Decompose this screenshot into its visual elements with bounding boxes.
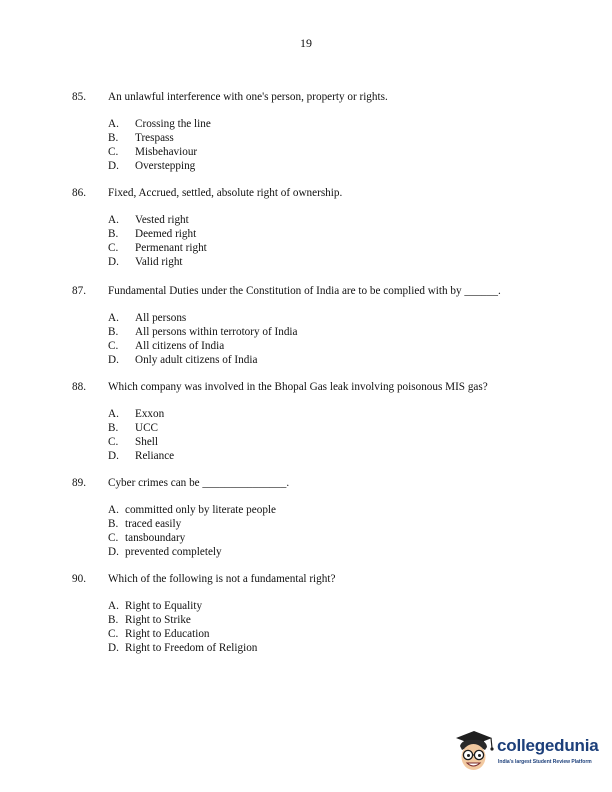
collegedunia-logo bbox=[452, 726, 602, 776]
option-d: D. Only adult citizens of India bbox=[108, 354, 258, 366]
question-number: 85. bbox=[72, 91, 86, 103]
options-list bbox=[0, 213, 612, 269]
option-a: A. Crossing the line bbox=[108, 118, 211, 130]
options-list bbox=[0, 407, 612, 463]
question-text: An unlawful interference with one's person, property or rights. bbox=[108, 91, 388, 103]
option-c: C. Right to Education bbox=[108, 628, 210, 640]
options-list bbox=[0, 503, 612, 559]
question-number: 90. bbox=[72, 573, 86, 585]
options-list bbox=[0, 117, 612, 173]
option-d: D. prevented completely bbox=[108, 546, 222, 558]
option-a: A. Vested right bbox=[108, 214, 189, 226]
option-c: C. Shell bbox=[108, 436, 158, 448]
options-list bbox=[0, 311, 612, 367]
option-a: A. All persons bbox=[108, 312, 187, 324]
question-text: Cyber crimes can be _______________. bbox=[108, 477, 290, 489]
option-d: D. Reliance bbox=[108, 450, 175, 462]
logo-name: collegedunia bbox=[497, 736, 599, 755]
option-a: A. Right to Equality bbox=[108, 600, 203, 612]
option-c: C. All citizens of India bbox=[108, 340, 225, 352]
question-86 bbox=[0, 186, 612, 269]
question-text: Which company was involved in the Bhopal Gas leak involving poisonous MIS gas? bbox=[108, 381, 488, 393]
option-a: A. committed only by literate people bbox=[108, 504, 276, 516]
option-b: B. traced easily bbox=[108, 518, 182, 530]
question-number: 89. bbox=[72, 477, 86, 489]
question-85 bbox=[0, 90, 612, 173]
question-89 bbox=[0, 476, 612, 559]
option-b: B. Right to Strike bbox=[108, 614, 191, 626]
question-88 bbox=[0, 380, 612, 463]
option-b: B. Deemed right bbox=[108, 228, 197, 240]
option-d: D. Right to Freedom of Religion bbox=[108, 642, 258, 654]
question-number: 88. bbox=[72, 381, 86, 393]
question-90 bbox=[0, 572, 612, 655]
question-number: 87. bbox=[72, 285, 86, 297]
option-d: D. Valid right bbox=[108, 256, 183, 268]
option-c: C. tansboundary bbox=[108, 532, 186, 544]
question-text: Fundamental Duties under the Constitution of India are to be complied with by ______. bbox=[108, 285, 501, 297]
logo-tagline: India's largest Student Review Platform bbox=[498, 759, 592, 765]
option-c: C. Misbehaviour bbox=[108, 146, 198, 158]
page-number: 19 bbox=[300, 36, 312, 50]
option-b: B. UCC bbox=[108, 422, 159, 434]
options-list bbox=[0, 599, 612, 655]
option-b: B. All persons within terrotory of India bbox=[108, 326, 298, 338]
option-d: D. Overstepping bbox=[108, 160, 196, 172]
option-b: B. Trespass bbox=[108, 132, 174, 144]
mascot-face-icon bbox=[452, 726, 494, 774]
question-text: Fixed, Accrued, settled, absolute right of ownership. bbox=[108, 187, 343, 199]
question-text: Which of the following is not a fundamental right? bbox=[108, 573, 336, 585]
option-a: A. Exxon bbox=[108, 408, 165, 420]
question-number: 86. bbox=[72, 187, 86, 199]
option-c: C. Permenant right bbox=[108, 242, 207, 254]
question-87 bbox=[0, 284, 612, 367]
